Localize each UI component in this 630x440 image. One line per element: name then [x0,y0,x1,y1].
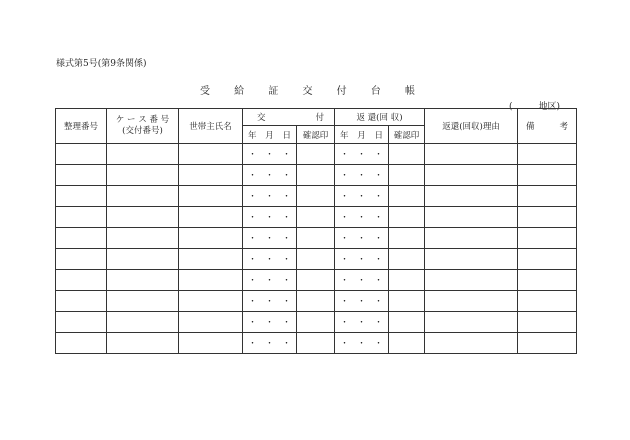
cell-case [107,270,179,291]
date-part-day: 日 [374,130,383,141]
cell-koufu-date [243,249,297,270]
date-dots: ・ ・ ・ [340,339,383,349]
cell-setainushi [179,270,243,291]
cell-henkan-riyuu [425,291,518,312]
header-case-line1: ケ ー ス 番 号 [115,115,170,125]
table-row [56,312,577,333]
cell-koufu-kakunin [297,270,335,291]
date-part-year: 年 [340,130,349,141]
cell-setainushi [179,228,243,249]
header-koufu-char: 交 [257,113,266,123]
cell-koufu-kakunin [297,144,335,165]
date-dots: ・ ・ ・ [248,192,291,202]
date-dots: ・ ・ ・ [248,255,291,265]
date-dots: ・ ・ ・ [248,213,291,223]
cell-koufu-kakunin [297,228,335,249]
cell-seiri [56,165,107,186]
header-bikou [518,109,577,144]
cell-seiri [56,270,107,291]
date-dots: ・ ・ ・ [340,171,383,181]
date-part-month: 月 [265,130,274,141]
header-koufu-char: 付 [315,113,324,123]
cell-case [107,249,179,270]
header-seiri-bangou: 整理番号 [56,109,107,144]
cell-bikou [518,165,577,186]
cell-henkan-riyuu [425,333,518,354]
ledger-body [56,144,577,354]
header-koufu [243,109,335,126]
title-char: 交 [302,86,313,97]
cell-koufu-kakunin [297,165,335,186]
cell-seiri [56,249,107,270]
cell-seiri [56,186,107,207]
cell-henkan-kakunin [389,144,425,165]
cell-seiri [56,291,107,312]
cell-case [107,291,179,312]
cell-henkan-riyuu [425,228,518,249]
date-dots: ・ ・ ・ [340,192,383,202]
cell-henkan-date [335,333,389,354]
header-henkan-date [335,126,389,144]
cell-henkan-kakunin [389,165,425,186]
cell-bikou [518,291,577,312]
cell-bikou [518,228,577,249]
cell-koufu-kakunin [297,186,335,207]
cell-koufu-kakunin [297,333,335,354]
header-case-line2: (交付番号) [122,126,163,136]
cell-setainushi [179,249,243,270]
cell-setainushi [179,186,243,207]
cell-case [107,312,179,333]
header-henkan-riyuu: 返還(回収)理由 [425,109,518,144]
cell-case [107,186,179,207]
cell-koufu-date [243,270,297,291]
cell-bikou [518,249,577,270]
ledger-table [55,108,577,354]
cell-koufu-date [243,291,297,312]
table-row [56,270,577,291]
header-henkan: 返 還(回 収) [335,109,425,126]
date-dots: ・ ・ ・ [340,297,383,307]
date-dots: ・ ・ ・ [340,213,383,223]
table-row [56,249,577,270]
table-row [56,165,577,186]
title-char: 証 [268,86,279,97]
cell-seiri [56,228,107,249]
cell-koufu-date [243,144,297,165]
date-part-month: 月 [357,130,366,141]
date-part-day: 日 [282,130,291,141]
cell-henkan-date [335,270,389,291]
header-koufu-date [243,126,297,144]
cell-koufu-kakunin [297,249,335,270]
cell-bikou [518,312,577,333]
cell-koufu-date [243,207,297,228]
cell-koufu-date [243,333,297,354]
cell-henkan-kakunin [389,249,425,270]
header-setainushi: 世帯主氏名 [179,109,243,144]
cell-case [107,333,179,354]
cell-henkan-kakunin [389,228,425,249]
cell-koufu-kakunin [297,207,335,228]
date-dots: ・ ・ ・ [248,318,291,328]
date-dots: ・ ・ ・ [340,255,383,265]
date-part-year: 年 [248,130,257,141]
cell-henkan-date [335,312,389,333]
cell-henkan-kakunin [389,333,425,354]
cell-setainushi [179,165,243,186]
district-open: ( [509,102,513,112]
district-text: 地区) [538,102,561,112]
title-char: 付 [336,86,347,97]
cell-seiri [56,207,107,228]
cell-henkan-riyuu [425,270,518,291]
cell-case [107,207,179,228]
cell-bikou [518,207,577,228]
cell-setainushi [179,291,243,312]
cell-henkan-date [335,228,389,249]
table-row [56,144,577,165]
cell-setainushi [179,312,243,333]
date-dots: ・ ・ ・ [340,276,383,286]
cell-henkan-riyuu [425,186,518,207]
cell-case [107,228,179,249]
table-row [56,186,577,207]
title-char: 帳 [404,86,415,97]
cell-henkan-date [335,165,389,186]
cell-seiri [56,312,107,333]
cell-koufu-date [243,186,297,207]
date-dots: ・ ・ ・ [340,318,383,328]
date-dots: ・ ・ ・ [248,171,291,181]
cell-koufu-date [243,228,297,249]
cell-bikou [518,186,577,207]
cell-henkan-riyuu [425,207,518,228]
cell-henkan-date [335,186,389,207]
cell-henkan-date [335,207,389,228]
header-koufu-kakunin: 確認印 [297,126,335,144]
title-char: 台 [370,86,381,97]
cell-henkan-date [335,144,389,165]
cell-case [107,144,179,165]
cell-henkan-riyuu [425,312,518,333]
table-row [56,291,577,312]
cell-koufu-date [243,312,297,333]
header-bikou-char: 考 [559,122,569,132]
cell-koufu-kakunin [297,312,335,333]
cell-henkan-kakunin [389,270,425,291]
table-row [56,207,577,228]
table-row [56,333,577,354]
date-dots: ・ ・ ・ [248,339,291,349]
header-henkan-kakunin: 確認印 [389,126,425,144]
cell-henkan-date [335,249,389,270]
cell-koufu-date [243,165,297,186]
table-row [56,228,577,249]
cell-henkan-riyuu [425,249,518,270]
date-dots: ・ ・ ・ [248,150,291,160]
cell-henkan-kakunin [389,207,425,228]
cell-seiri [56,333,107,354]
form-label: 様式第5号(第9条関係) [56,59,147,69]
date-dots: ・ ・ ・ [248,234,291,244]
header-bikou-char: 備 [526,122,535,132]
cell-bikou [518,270,577,291]
date-dots: ・ ・ ・ [248,297,291,307]
cell-henkan-riyuu [425,165,518,186]
date-dots: ・ ・ ・ [248,276,291,286]
cell-bikou [518,333,577,354]
cell-koufu-kakunin [297,291,335,312]
cell-case [107,165,179,186]
cell-henkan-date [335,291,389,312]
cell-seiri [56,144,107,165]
cell-henkan-kakunin [389,291,425,312]
date-dots: ・ ・ ・ [340,150,383,160]
cell-henkan-kakunin [389,312,425,333]
cell-henkan-kakunin [389,186,425,207]
cell-setainushi [179,144,243,165]
title-char: 受 [200,86,210,97]
header-case-bangou [107,109,179,144]
date-dots: ・ ・ ・ [340,234,383,244]
cell-bikou [518,144,577,165]
cell-setainushi [179,333,243,354]
title-char: 給 [234,86,245,97]
form-title [200,82,415,97]
cell-setainushi [179,207,243,228]
cell-henkan-riyuu [425,144,518,165]
